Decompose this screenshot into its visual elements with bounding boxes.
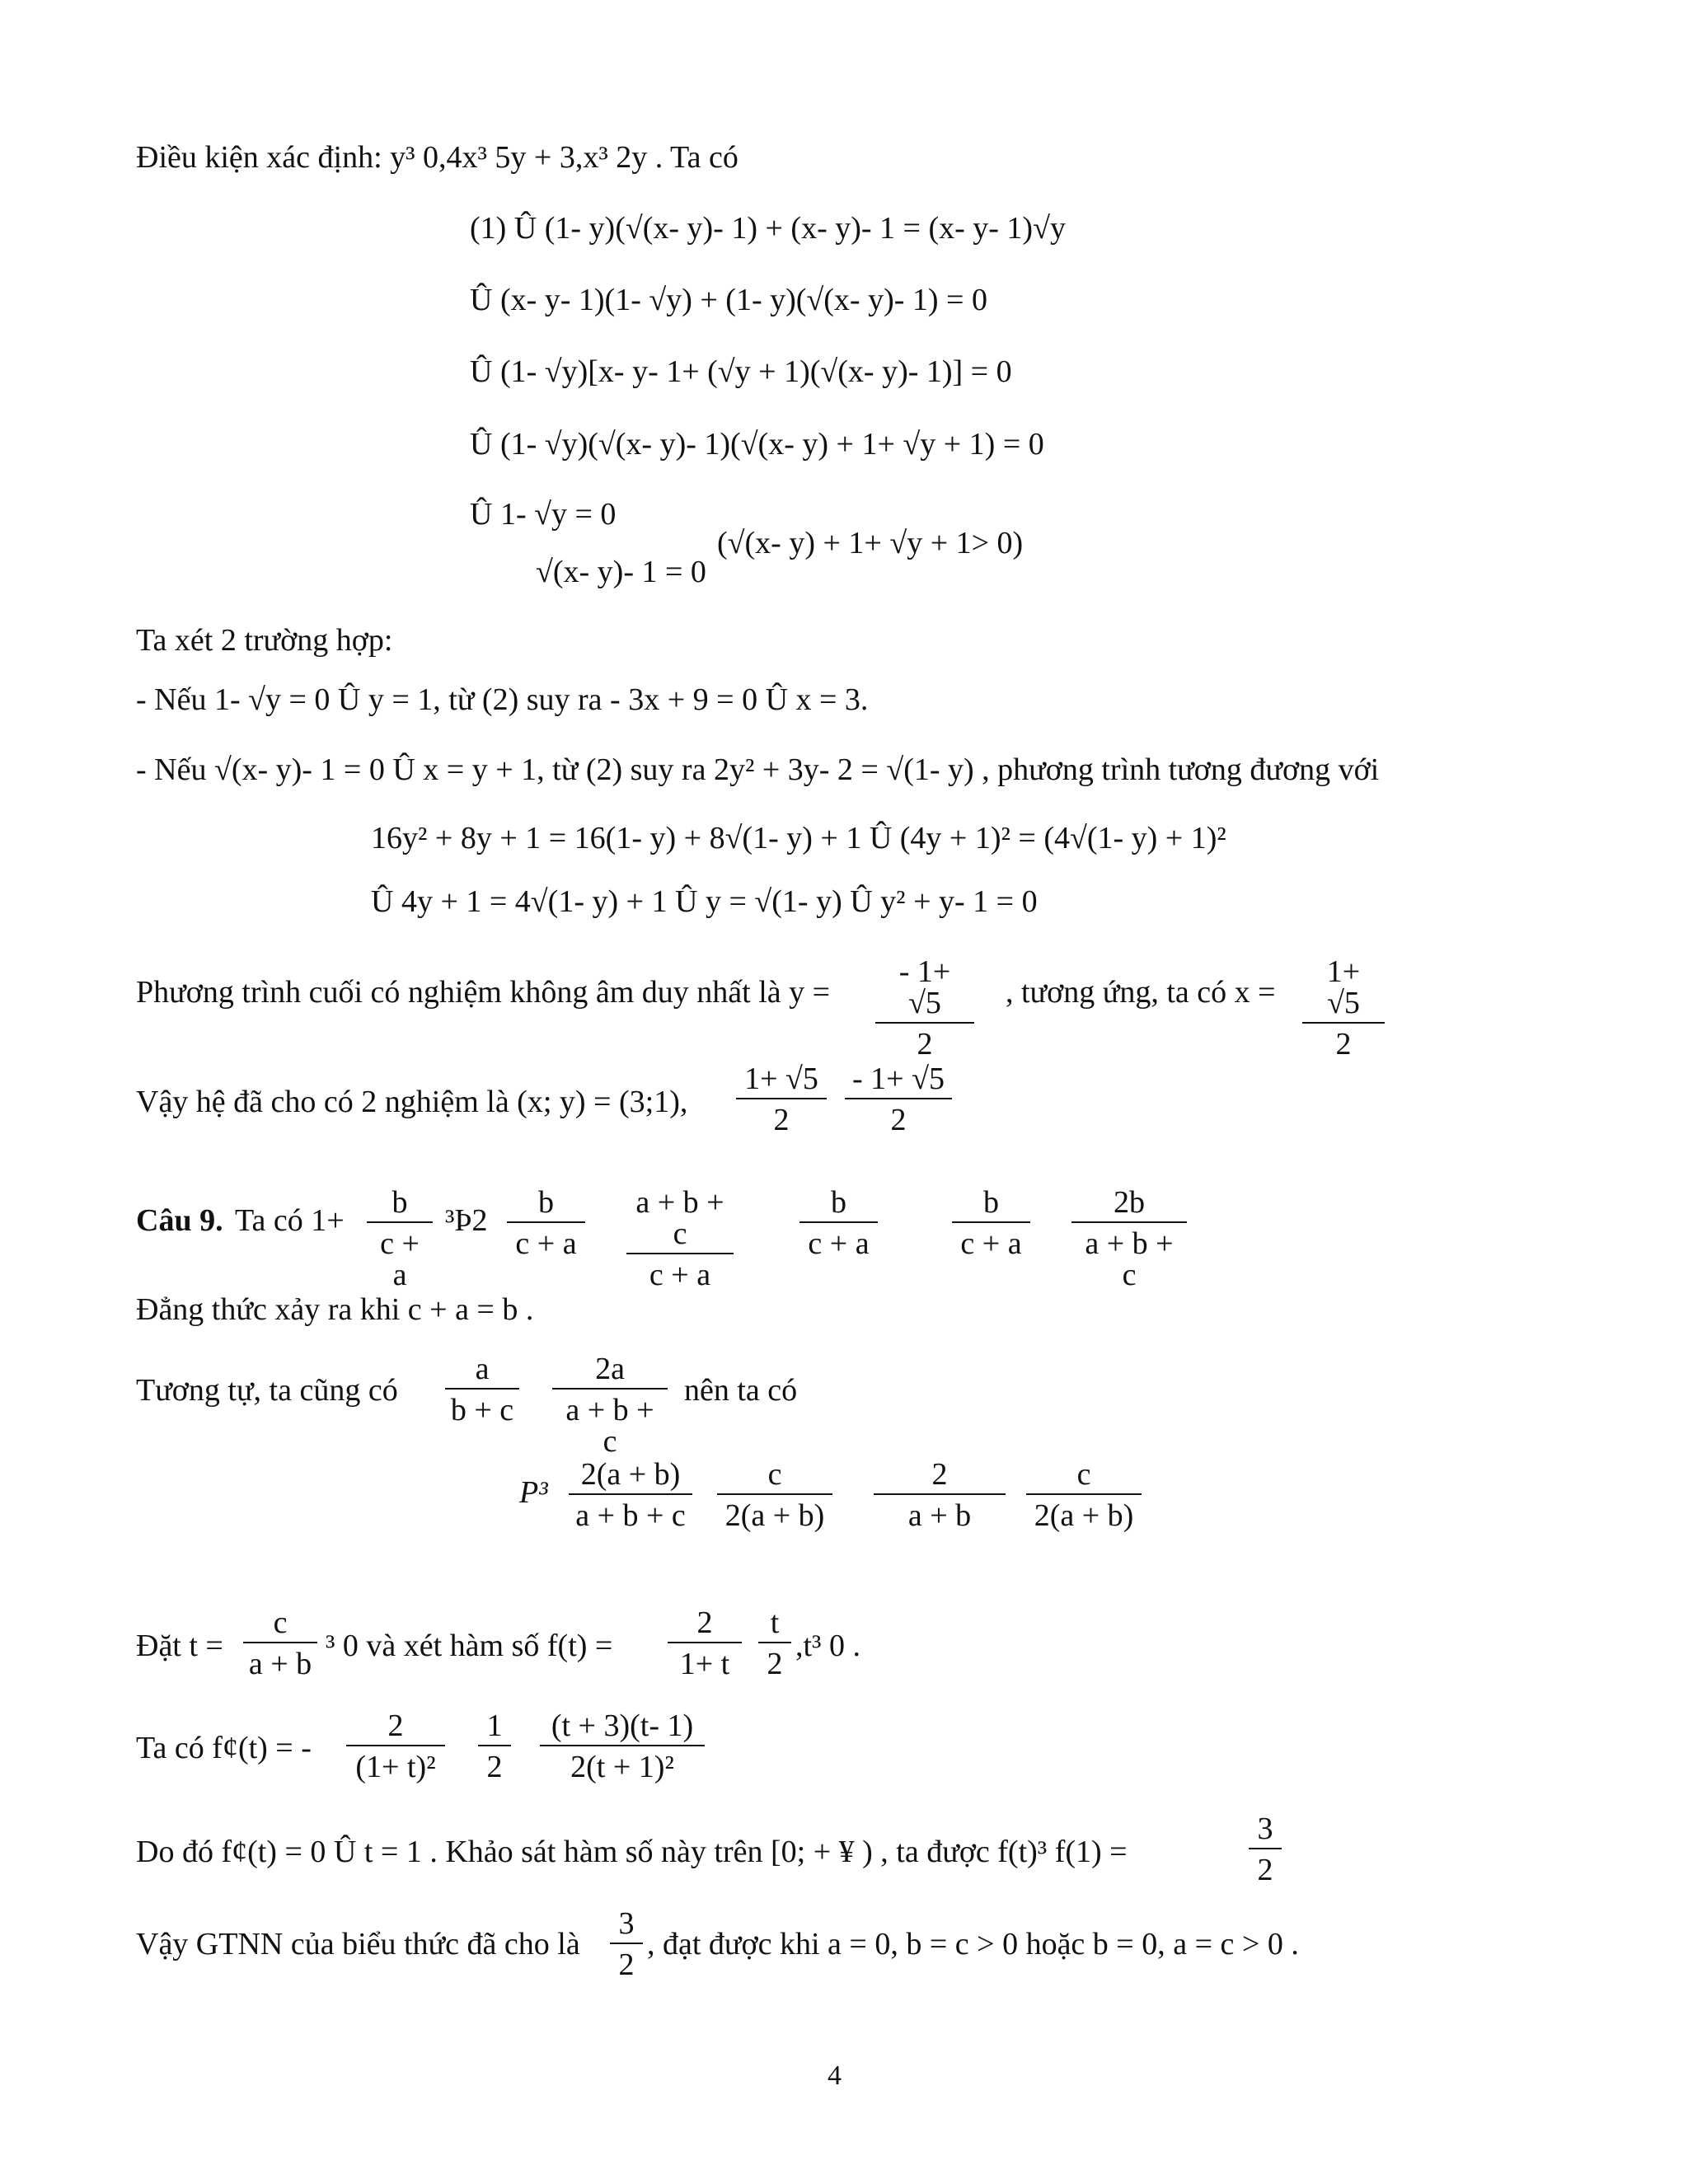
frac-half: $\frac{1}{2}$	[478, 1710, 511, 1783]
similar-line: Tương tự, ta cũng có	[136, 1373, 398, 1408]
root-line: Phương trình cuối có nghiệm không âm duy nhất là y =	[136, 975, 831, 1010]
frac-c-over-2ab-2: $\frac{c}{2(a + b)}$	[1026, 1459, 1142, 1531]
frac-t: $\frac{c}{a + b}$	[243, 1607, 317, 1680]
derivative-line: Ta có f¢(t) = -	[136, 1731, 312, 1765]
frac-sqrt-b-3: $\frac{b}{c + a}$	[952, 1187, 1030, 1259]
case-1: - Nếu 1- √y = 0 Û y = 1, từ (2) suy ra - 3x + 9 = 0 Û x = 3.	[136, 682, 869, 717]
frac-three-halves: $\frac{3}{2}$	[1249, 1813, 1282, 1886]
case-2: - Nếu √(x- y)- 1 = 0 Û x = y + 1, từ (2) suy ra 2y² + 3y- 2 = √(1- y) , phương trình tương đương với	[136, 752, 1380, 787]
frac-2-over-1t: $\frac{2}{1+ t}$	[668, 1607, 742, 1680]
frac-deriv-1: $\frac{2}{\text{(1+ t)²}}$	[346, 1710, 445, 1783]
frac-2-over-1-plus: $\frac{2}{a + b}$	[874, 1459, 1006, 1531]
set-t-line-3: ,t³ 0 .	[795, 1629, 860, 1663]
equation-line-1: (1) Û (1- y)(√(x- y)- 1) + (x- y)- 1 = (x- y- 1)√y	[470, 211, 1066, 246]
equation-line-3: Û (1- √y)[x- y- 1+ (√y + 1)(√(x- y)- 1)] = 0	[470, 354, 1012, 389]
frac-b-over-c-plus-a: $\frac{b}{c + a}$	[367, 1187, 433, 1291]
solution-y-fraction: $\frac{- 1+ √5}{2}$	[845, 1063, 952, 1136]
equation-line-5c: (√(x- y) + 1+ √y + 1> 0)	[717, 526, 1024, 560]
equation-line-6: 16y² + 8y + 1 = 16(1- y) + 8√(1- y) + 1 Û (4y + 1)² = (4√(1- y) + 1)²	[371, 821, 1226, 855]
set-t-line: Đặt t =	[136, 1629, 223, 1663]
cases-intro: Ta xét 2 trường hợp:	[136, 623, 393, 658]
frac-a-over-bc: $\frac{a}{b + c}$	[445, 1353, 519, 1426]
frac-c-over-2ab: $\frac{c}{2(a + b)}$	[717, 1459, 832, 1531]
equation-line-2: Û (x- y- 1)(1- √y) + (1- y)(√(x- y)- 1) = 0	[470, 283, 987, 317]
frac-deriv-2: $\frac{(t + 3)(t- 1)}{\text{2(t + 1)²}}$	[540, 1710, 705, 1783]
frac-t-over-2: $\frac{t}{2}$	[758, 1607, 791, 1680]
y-value-fraction: $\frac{- 1+ √5}{2}$	[875, 956, 974, 1060]
p-bound: P³	[519, 1475, 548, 1510]
conclusion-line-3: , đạt được khi a = 0, b = c > 0 hoặc b = 0, a = c > 0 .	[647, 1927, 1299, 1961]
ineq-symbols: ³Þ2	[445, 1203, 488, 1238]
similar-line-2: nên ta có	[684, 1373, 798, 1408]
x-value-fraction: $\frac{1+ √5}{2}$	[1302, 956, 1385, 1060]
page-number: 4	[828, 2060, 842, 2091]
solution-x-fraction: $\frac{1+ √5}{2}$	[736, 1063, 827, 1136]
solutions-line: Vậy hệ đã cho có 2 nghiệm là (x; y) = (3;1),	[136, 1085, 688, 1119]
frac-2a-over-abc: $\frac{2a}{a + b + c}$	[552, 1353, 668, 1457]
frac-sqrt-b: $\frac{b}{c + a}$	[507, 1187, 585, 1259]
equation-line-4: Û (1- √y)(√(x- y)- 1)(√(x- y) + 1+ √y + 1) = 0	[470, 427, 1044, 462]
frac-sqrt-b-2: $\frac{b}{c + a}$	[799, 1187, 878, 1259]
equation-line-5a: Û 1- √y = 0	[470, 497, 617, 532]
conclusion-line-1: Do đó f¢(t) = 0 Û t = 1 . Khảo sát hàm số này trên [0; + ¥ ) , ta được f(t)³ f(1) =	[136, 1835, 1128, 1869]
frac-abc-over-ca: $\frac{a + b + c}{c + a}$	[626, 1187, 734, 1291]
question-9-heading: Câu 9.	[136, 1203, 223, 1238]
root-line-2: , tương ứng, ta có x =	[1006, 975, 1276, 1010]
set-t-line-2: ³ 0 và xét hàm số f(t) =	[326, 1629, 613, 1663]
frac-2ab-over-abc: $\frac{2(a + b)}{a + b + c}$	[569, 1459, 692, 1531]
question-9-text: Ta có 1+	[235, 1203, 345, 1238]
conclusion-line-2: Vậy GTNN của biểu thức đã cho là	[136, 1927, 580, 1961]
equation-line-5b: √(x- y)- 1 = 0	[536, 555, 706, 589]
frac-three-halves-2: $\frac{3}{2}$	[610, 1908, 643, 1980]
frac-2b-over-abc: $\frac{2b}{a + b + c}$	[1071, 1187, 1187, 1291]
equation-line-7: Û 4y + 1 = 4√(1- y) + 1 Û y = √(1- y) Û y² + y- 1 = 0	[371, 884, 1038, 919]
equality-line: Đẳng thức xảy ra khi c + a = b .	[136, 1292, 534, 1327]
condition-line: Điều kiện xác định: y³ 0,4x³ 5y + 3,x³ 2y . Ta có	[136, 140, 738, 175]
